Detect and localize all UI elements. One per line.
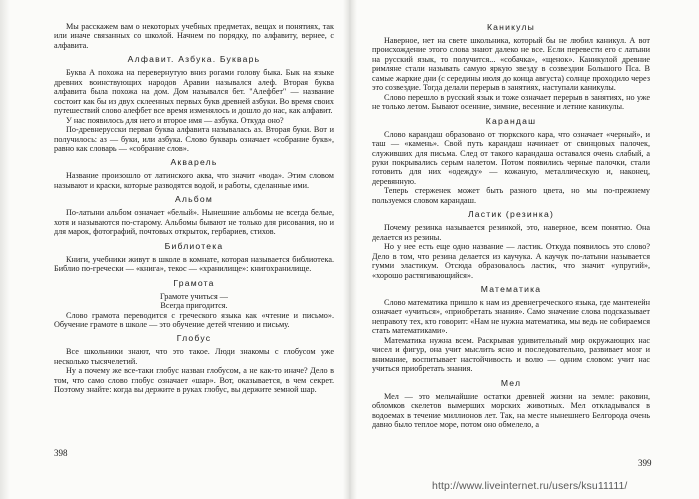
paragraph: По-латыни альбом означает «белый». Нынешние альбомы не всегда белые, хотя и называются по-старому. Альбомы бывают не только для рисования, но и для марок, фотографий, почтовых открыток, гербариев, стихов. [54, 208, 334, 237]
paragraph: Мел — это мельчайшие остатки древней жизни на земле: раковин, обломков скелетов вымерших морских животных. Мел откладывался в водоемах в течение миллионов лет. Так, на месте нынешнего Белгорода очень давно было теплое море, потом оно обмелело, а [372, 391, 650, 429]
heading-albom: Альбом [174, 194, 214, 205]
page-number-left: 398 [54, 448, 68, 458]
paragraph: Но у нее есть еще одно название — ластик. Откуда появилось это слово? Дело в том, что резина делается из каучука. А каучук по-латыни называется гумми эластикум. Отсюда образовалось ластик, что значит «упругий», «хорошо растягивающийся». [372, 242, 650, 280]
paragraph: Слово карандаш образовано от тюркского кара, что означает «черный», и таш — «камень». Свой путь карандаш начинает от свинцовых палочек, служивших для письма. След от такого карандаша оставался очень слабый, а руки покрывались серым налетом. Потом появились черные палочки, стали готовить для них «одежду» — кожаную, металлическую и, наконец, деревянную. [372, 129, 650, 186]
paragraph: Слово перешло в русский язык и тоже означает перерыв в занятиях, но уже не только летом. Бывают осенние, зимние, весенние и летние каникулы. [372, 92, 650, 112]
paragraph: По-древнерусски первая буква алфавита называлась аз. Вторая буки. Вот и получилось: аз — буки, или азбука. Слово букварь означает «собрание букв», равно как словарь — «собрание слов». [54, 125, 334, 153]
paragraph: Ну а почему же все-таки глобус назван глобусом, а не как-то иначе? Дело в том, что само слово глобус означает «шар». Вот, оказывается, в чем секрет. Поэтому знайте: когда вы держите в руках глобус, вы держите земной шар. [54, 366, 334, 395]
paragraph: Название произошло от латинского аква, что значит «вода». Этим словом называют и краски, которые разводятся водой, и работы, сделанные ими. [54, 171, 334, 190]
right-page [372, 22, 650, 429]
heading-lastik: Ластик (резинка) [467, 209, 555, 220]
intro-paragraph: Мы расскажем вам о некоторых учебных предметах, вещах и понятиях, так или иначе связанных со школой. Начнем по порядку, по алфавиту, вернее, с алфавита. [54, 22, 334, 50]
page-number-right: 399 [638, 458, 652, 468]
heading-matematika: Математика [480, 283, 542, 294]
heading-akvarel: Акварель [170, 157, 218, 168]
heading-alfavit: Алфавит. Азбука. Букварь [127, 54, 261, 65]
heading-biblioteka: Библиотека [164, 240, 224, 251]
watermark-url: http://www.liveinternet.ru/users/ksu11111/ [432, 480, 628, 492]
paragraph: Слово грамота переводится с греческого языка как «чтение и письмо». Обучение грамоте в школе — это обучение детей чтению и письму. [54, 310, 334, 329]
paragraph: Буква А похожа на перевернутую вниз рогами голову быка. Бык на языке древних воинствующих народов Аравии назывался алеф. Вторая буква алфавита была похожа на дом. Дом назывался бет. "Алефбет" — название состоит как бы из двух склеенных первых букв древней азбуки. Во время своих путешествий слово алефбет все время изменялось и дошло до нас, как алфавит. [54, 68, 334, 116]
paragraph: Почему резинка называется резинкой, это, наверное, всем понятно. Она делается из резины. [372, 223, 650, 242]
paragraph: Математика нужна всем. Раскрывая удивительный мир окружающих нас чисел и фигур, она учит мыслить ясно и последовательно, развивает мозг и внимание, воспитывает настойчивость и волю — одним словом: учит нас учиться приобретать знания. [372, 335, 650, 374]
epigraph-line: Всегда пригодится. [160, 301, 228, 311]
paragraph: Слово математика пришло к нам из древнегреческого языка, где мантенейн означает «учиться», «приобретать знания». Само значение слова подсказывает неправоту тех, кто говорит: «Нам не нужна математика, мы ведь не собираемся стать математиками». [372, 297, 650, 336]
heading-mel: Мел [500, 377, 522, 388]
heading-kanikuly: Каникулы [486, 22, 536, 32]
heading-karandash: Карандаш [485, 115, 537, 126]
epigraph-line: Грамоте учиться — [160, 291, 228, 301]
paragraph: Теперь стерженек может быть разного цвета, но мы по-прежнему пользуемся словом карандаш. [372, 186, 650, 205]
paragraph: Наверное, нет на свете школьника, который бы не любил каникул. А вот происхождение этого слова знают далеко не все. Если перевести его с латыни на русский язык, то получится... «собачка», «щенок». Каникулой древние римляне стали называть самую яркую звезду в созвездии Большого Пса. В самые жаркие дни (с середины июля до конца августа) солнце проходило через это созвездие. Тогда делали перерыв в занятиях, наступали каникулы. [372, 36, 650, 93]
heading-globus: Глобус [176, 333, 212, 344]
book-gutter [343, 0, 357, 499]
left-page [54, 22, 334, 395]
paragraph: У нас появилось для него и второе имя — азбука. Откуда оно? [66, 115, 284, 125]
heading-gramota: Грамота [173, 277, 215, 288]
page-edge-shadow [0, 0, 10, 499]
paragraph: Все школьники знают, что это такое. Люди знакомы с глобусом уже несколько тысячелетий. [54, 347, 334, 366]
paragraph: Книги, учебники живут в школе в комнате, которая называется библиотека. Библио по-гречески — «книга», текос — «хранилище»: книгохранилище. [54, 254, 334, 274]
